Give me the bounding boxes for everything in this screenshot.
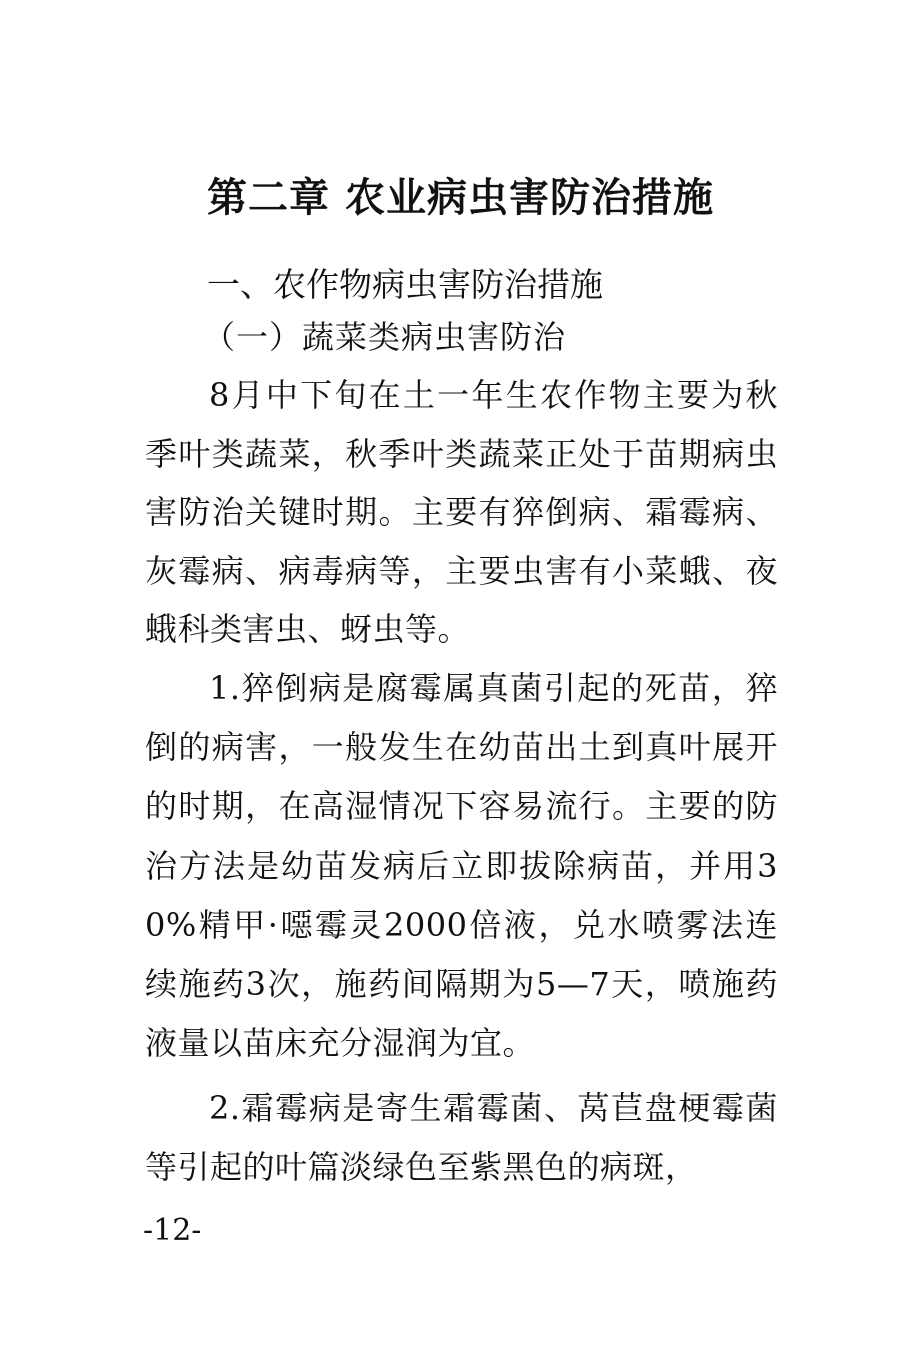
section-title: 一、农作物病虫害防治措施 [207,265,603,304]
chapter-title: 第二章 农业病虫害防治措施 [207,175,714,221]
subsection-title: （一）蔬菜类病虫害防治 [203,318,567,356]
page-number: -12- [143,1213,202,1248]
paragraph-downy-mildew: 2.霜霉病是寄生霜霉菌、莴苣盘梗霉菌等引起的叶篇淡绿色至紫黑色的病斑， [145,1089,778,1186]
paragraph-intro: 8月中下旬在土一年生农作物主要为秋季叶类蔬菜，秋季叶类蔬菜正处于苗期病虫害防治关键时期。主要有猝倒病、霜霉病、灰霉病、病毒病等，主要虫害有小菜蛾、夜蛾科类害虫、蚜虫等。 [145,376,778,649]
paragraph-damping-off: 1.猝倒病是腐霉属真菌引起的死苗，猝倒的病害，一般发生在幼苗出土到真叶展开的时期，在高湿情况下容易流行。主要的防治方法是幼苗发病后立即拔除病苗，并用30%精甲·噁霉灵2000倍液，兑水喷雾法连续施药3次，施药间隔期为5—7天，喷施药液量以苗床充分湿润为宜。 [145,669,778,1063]
